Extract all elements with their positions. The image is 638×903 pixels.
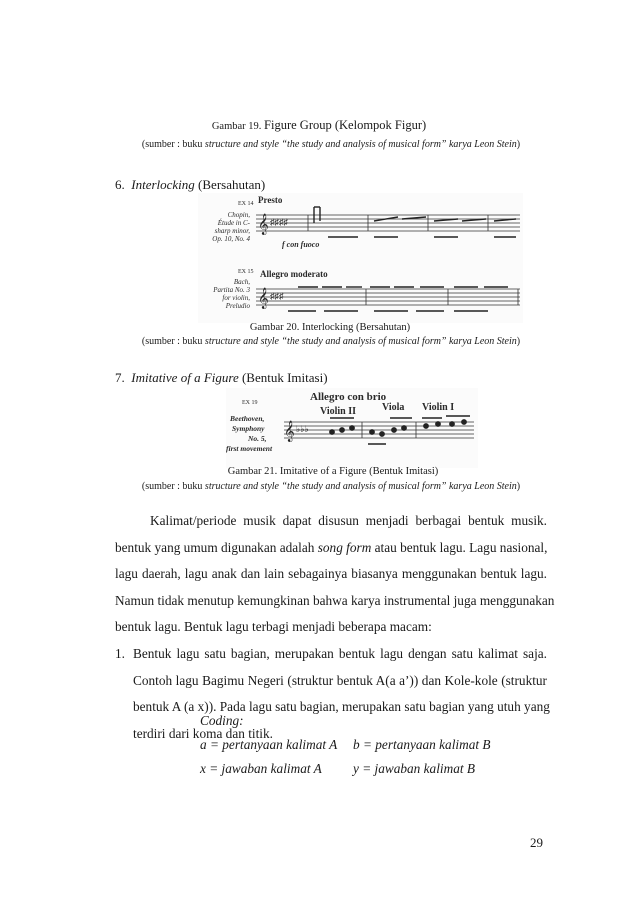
list-number: 1.	[115, 646, 125, 661]
source-title: structure and style “the study and analysis of musical form” karya Leon Stein	[204, 139, 517, 150]
list-item-line: Bentuk lagu satu bagian, merupakan bentuk lagu dengan satu kalimat saja.	[133, 646, 547, 661]
coding-y: y = jawaban kalimat B	[353, 761, 475, 776]
section-translation: (Bersahutan)	[198, 177, 266, 192]
list-item	[115, 641, 550, 747]
staff-1-notes	[314, 207, 516, 237]
key-signature-icon: ♭♭♭	[296, 424, 309, 434]
ex19-line-2: Symphony	[232, 424, 265, 433]
paragraph-line: Kalimat/periode musik dapat disusun menjadi berbagai bentuk musik.	[150, 513, 547, 528]
ex15-line-1: Bach,	[233, 278, 250, 286]
coding-b: b = pertanyaan kalimat B	[353, 737, 491, 752]
section-7-heading	[115, 370, 328, 386]
staff-2	[256, 289, 520, 305]
source-suffix: )	[516, 139, 521, 150]
figure-19-caption	[0, 118, 638, 133]
staff-1	[256, 215, 520, 231]
ex19-line-1: Beethoven,	[230, 414, 265, 423]
instrument-label-violin-2: Violin II	[320, 406, 357, 417]
key-signature-icon: ♯♯♯	[270, 291, 284, 301]
ex14-number: EX 14	[238, 201, 254, 207]
source-prefix: (sumber : buku	[141, 336, 205, 347]
ex14-line-2: Étude in C-	[217, 219, 250, 227]
ex19-tempo: Allegro con brio	[310, 391, 387, 403]
ex15-tempo: Allegro moderato	[260, 269, 328, 279]
text-span: atau bentuk lagu. Lagu nasional,	[371, 539, 548, 555]
ex15-line-2: Partita No. 3	[213, 286, 250, 294]
list-item-line: Contoh lagu Bagimu Negeri (struktur bentuk A(a a’)) dan Kole-kole (struktur	[133, 672, 547, 688]
staff-3	[284, 422, 474, 438]
ex19-number: EX 19	[242, 400, 258, 406]
body-paragraph	[115, 508, 555, 641]
paragraph-line: Namun tidak menutup kemungkinan bahwa karya instrumental juga menggunakan	[115, 592, 555, 608]
coding-x: x = jawaban kalimat A	[200, 761, 322, 776]
treble-clef-icon: 𝄞	[258, 214, 269, 234]
coding-title: Coding:	[200, 713, 244, 728]
ex14-line-4: Op. 10, No. 4	[212, 235, 250, 243]
figure-21-score	[226, 388, 478, 468]
paragraph-line: lagu daerah, lagu anak dan lain sebagainya biasanya menggunakan bentuk lagu.	[115, 566, 547, 581]
instrument-label-viola: Viola	[382, 402, 405, 413]
ex15-line-3: for violin,	[222, 294, 250, 302]
source-suffix: )	[516, 336, 521, 347]
score-svg	[198, 193, 523, 323]
ex14-line-3: sharp minor,	[214, 227, 250, 235]
treble-clef-icon: 𝄞	[258, 288, 269, 308]
staff-2-notes	[288, 287, 508, 311]
ex19-line-3: No. 5,	[248, 434, 267, 443]
paragraph-line	[115, 535, 547, 562]
figure-20-caption: Gambar 20. Interlocking (Bersahutan)	[249, 322, 411, 333]
ex14-line-1: Chopin,	[227, 211, 250, 219]
section-translation: (Bentuk Imitasi)	[241, 370, 328, 385]
key-signature-icon: ♯♯♯♯	[270, 217, 288, 227]
emphasis-term: song form	[317, 539, 372, 555]
figure-20-source	[0, 336, 638, 347]
source-title: structure and style “the study and analysis of musical form” karya Leon Stein	[204, 481, 517, 492]
section-term: Interlocking	[131, 177, 195, 192]
figure-19-source	[0, 139, 638, 150]
section-number: 6.	[115, 177, 125, 192]
caption-title: Figure Group (Kelompok Figur)	[264, 118, 427, 132]
ex15-line-4: Preludio	[225, 302, 250, 310]
section-6-heading	[115, 177, 265, 193]
ex19-line-4: first movement	[226, 444, 273, 453]
figure-21-caption: Gambar 21. Imitative of a Figure (Bentuk Imitasi)	[227, 466, 439, 477]
source-prefix: (sumber : buku	[141, 139, 205, 150]
figure-20-score	[198, 193, 523, 323]
ex14-expression: f con fuoco	[282, 240, 320, 249]
score-svg	[226, 388, 478, 468]
ex14-tempo: Presto	[258, 195, 283, 205]
paragraph-line: bentuk lagu. Bentuk lagu terbagi menjadi beberapa macam:	[115, 619, 432, 634]
ex15-number: EX 15	[238, 269, 254, 275]
source-prefix: (sumber : buku	[141, 481, 205, 492]
caption-prefix: Gambar 19.	[211, 121, 262, 132]
figure-21-source	[0, 481, 638, 492]
section-term: Imitative of a Figure	[131, 370, 239, 385]
list-item-line: bentuk A (a x)). Pada lagu satu bagian, merupakan satu bagian yang utuh yang	[133, 699, 550, 714]
source-title: structure and style “the study and analysis of musical form” karya Leon Stein	[204, 336, 517, 347]
page-number: 29	[530, 835, 543, 850]
source-suffix: )	[516, 481, 521, 492]
instrument-label-violin-1: Violin I	[422, 402, 455, 413]
list-item-line: terdiri dari koma dan titik.	[133, 725, 273, 741]
section-number: 7.	[115, 370, 125, 385]
treble-clef-icon: 𝄞	[284, 421, 295, 441]
coding-a: a = pertanyaan kalimat A	[200, 737, 338, 752]
text-span: bentuk yang umum digunakan adalah	[115, 539, 318, 555]
